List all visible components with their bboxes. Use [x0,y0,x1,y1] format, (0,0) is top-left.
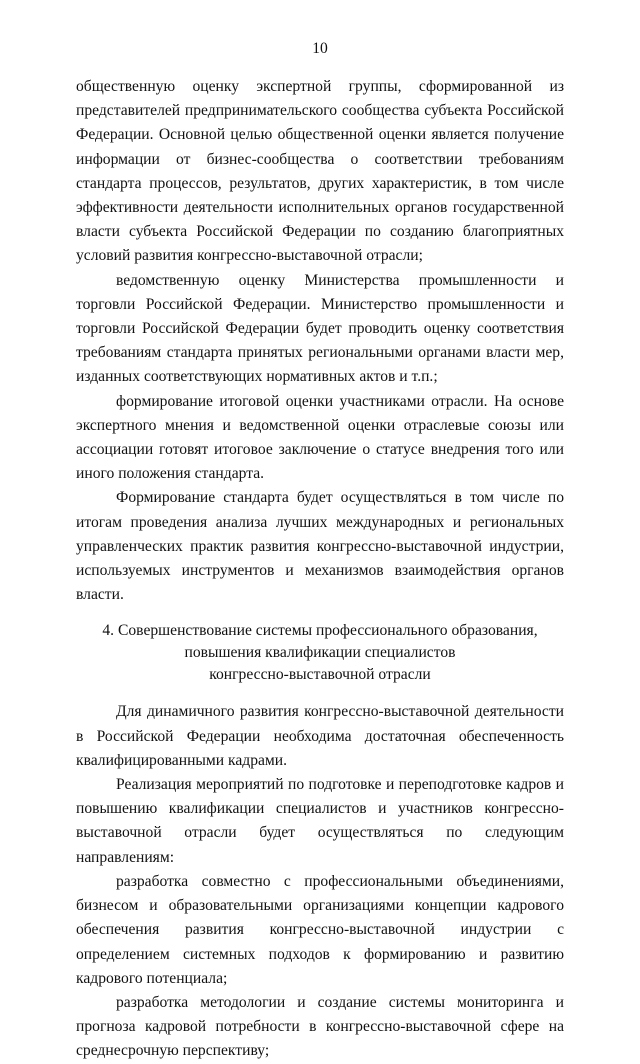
page-number: 10 [312,40,328,57]
section-heading [76,620,564,686]
paragraph: общественную оценку экспертной группы, сформированной из представителей предпринимательского сообщества субъекта Российской Федерации. Основной целью общественной оценки является получение информации от бизнес-сообщества о соответствии требованиям стандарта процессов, результатов, других характеристик, в том числе эффективности деятельности исполнительных органов государственной власти субъекта Российской Федерации по созданию благоприятных условий развития конгрессно-выставочной отрасли; [76,78,564,265]
paragraph: Для динамичного развития конгрессно-выставочной деятельности в Российской Федерации необходима достаточная обеспеченность квалифицированными кадрами. [76,703,564,769]
section-heading-line: конгрессно-выставочной отрасли [209,666,431,684]
paragraph: разработка методологии и создание системы мониторинга и прогноза кадровой потребности в конгрессно-выставочной сфере на среднесрочную перспективу; [76,993,564,1060]
section-heading-line: 4. Совершенствование системы профессионального образования, [102,622,538,640]
section-heading-line: повышения квалификации специалистов [184,644,456,662]
paragraph: разработка совместно с профессиональными объединениями, бизнесом и образовательными организациями концепции кадрового обеспечения развития конгрессно-выставочной индустрии с определением системных подходов к формированию и развитию кадрового потенциала; [76,872,564,987]
paragraph: Формирование стандарта будет осуществляться в том числе по итогам проведения анализа лучших международных и региональных управленческих практик развития конгрессно-выставочной индустрии, используемых инструментов и механизмов взаимодействия органов власти. [76,489,564,604]
document-body [76,75,564,1064]
paragraph: Реализация мероприятий по подготовке и переподготовке кадров и повышению квалификации специалистов и участников конгрессно-выставочной отрасли будет осуществляться по следующим направлениям: [76,776,564,866]
paragraph: ведомственную оценку Министерства промышленности и торговли Российской Федерации. Министерство промышленности и торговли Российской Федерации будет проводить оценку соответствия требованиям стандарта принятых региональными органами власти мер, изданных соответствующих нормативных актов и т.п.; [76,271,564,386]
paragraph: формирование итоговой оценки участниками отрасли. На основе экспертного мнения и ведомственной оценки отраслевые союзы или ассоциации готовят итоговое заключение о статусе внедрения того или иного положения стандарта. [76,392,564,483]
